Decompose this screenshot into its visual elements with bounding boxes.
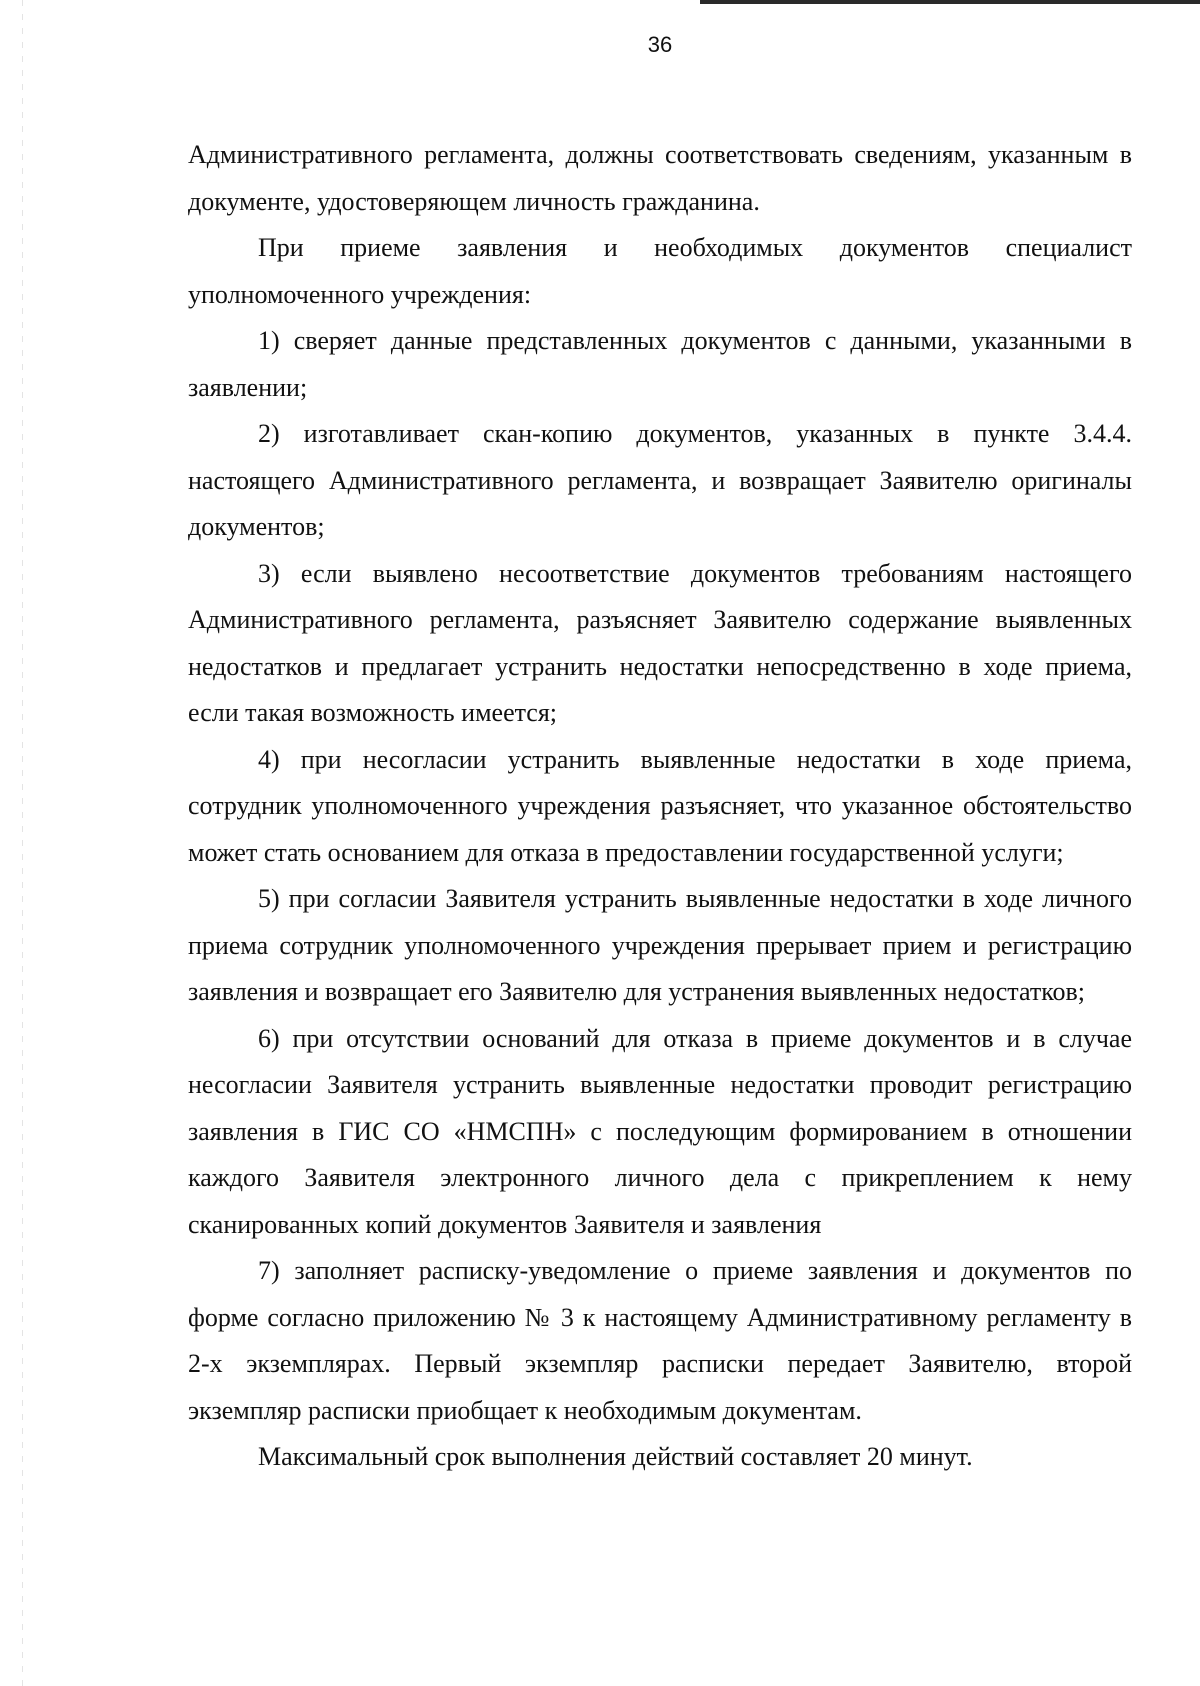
list-item-4: 4) при несогласии устранить выявленные недостатки в ходе приема, сотрудник уполномоченного учреждения разъясняет, что указанное обстоятельство может стать основанием для отказа в предоставлении государственной услуги; xyxy=(188,744,1132,867)
paragraph-intro: При приеме заявления и необходимых документов специалист уполномоченного учреждения: xyxy=(188,233,1132,309)
top-border-line xyxy=(700,0,1200,4)
list-item-5: 5) при согласии Заявителя устранить выявленные недостатки в ходе личного приема сотрудник уполномоченного учреждения прерывает прием и регистрацию заявления и возвращает его Заявителю для устранения выявленных недостатков; xyxy=(188,884,1132,1006)
list-item-3: 3) если выявлено несоответствие документов требованиям настоящего Административного регламента, разъясняет Заявителю содержание выявленных недостатков и предлагает устранить недостатки непосредственно в ходе приема, если такая возможность имеется; xyxy=(188,558,1132,727)
list-item-6: 6) при отсутствии оснований для отказа в приеме документов и в случае несогласии Заявителя устранить выявленные недостатки проводит регистрацию заявления в ГИС СО «НМСПН» с последующим формированием в отношении каждого Заявителя электронного личного дела с прикреплением к нему сканированных копий документов Заявителя и заявления xyxy=(188,1023,1132,1239)
paragraph-time-limit: Максимальный срок выполнения действий составляет 20 минут. xyxy=(258,1442,973,1471)
scan-edge-artifact xyxy=(22,0,23,1686)
page-number: 36 xyxy=(647,32,673,57)
list-item-2: 2) изготавливает скан-копию документов, указанных в пункте 3.4.4. настоящего Административного регламента, и возвращает Заявителю оригиналы документов; xyxy=(188,419,1132,541)
paragraph-continuation: Административного регламента, должны соответствовать сведениям, указанным в документе, удостоверяющем личность гражданина. xyxy=(188,140,1132,216)
list-item-1: 1) сверяет данные представленных документов с данными, указанными в заявлении; xyxy=(188,326,1132,402)
list-item-7: 7) заполняет расписку-уведомление о приеме заявления и документов по форме согласно приложению № 3 к настоящему Административному регламенту в 2-х экземплярах. Первый экземпляр расписки передает Заявителю, второй экземпляр расписки приобщает к необходимым документам. xyxy=(188,1256,1132,1425)
document-body xyxy=(188,132,1132,1481)
